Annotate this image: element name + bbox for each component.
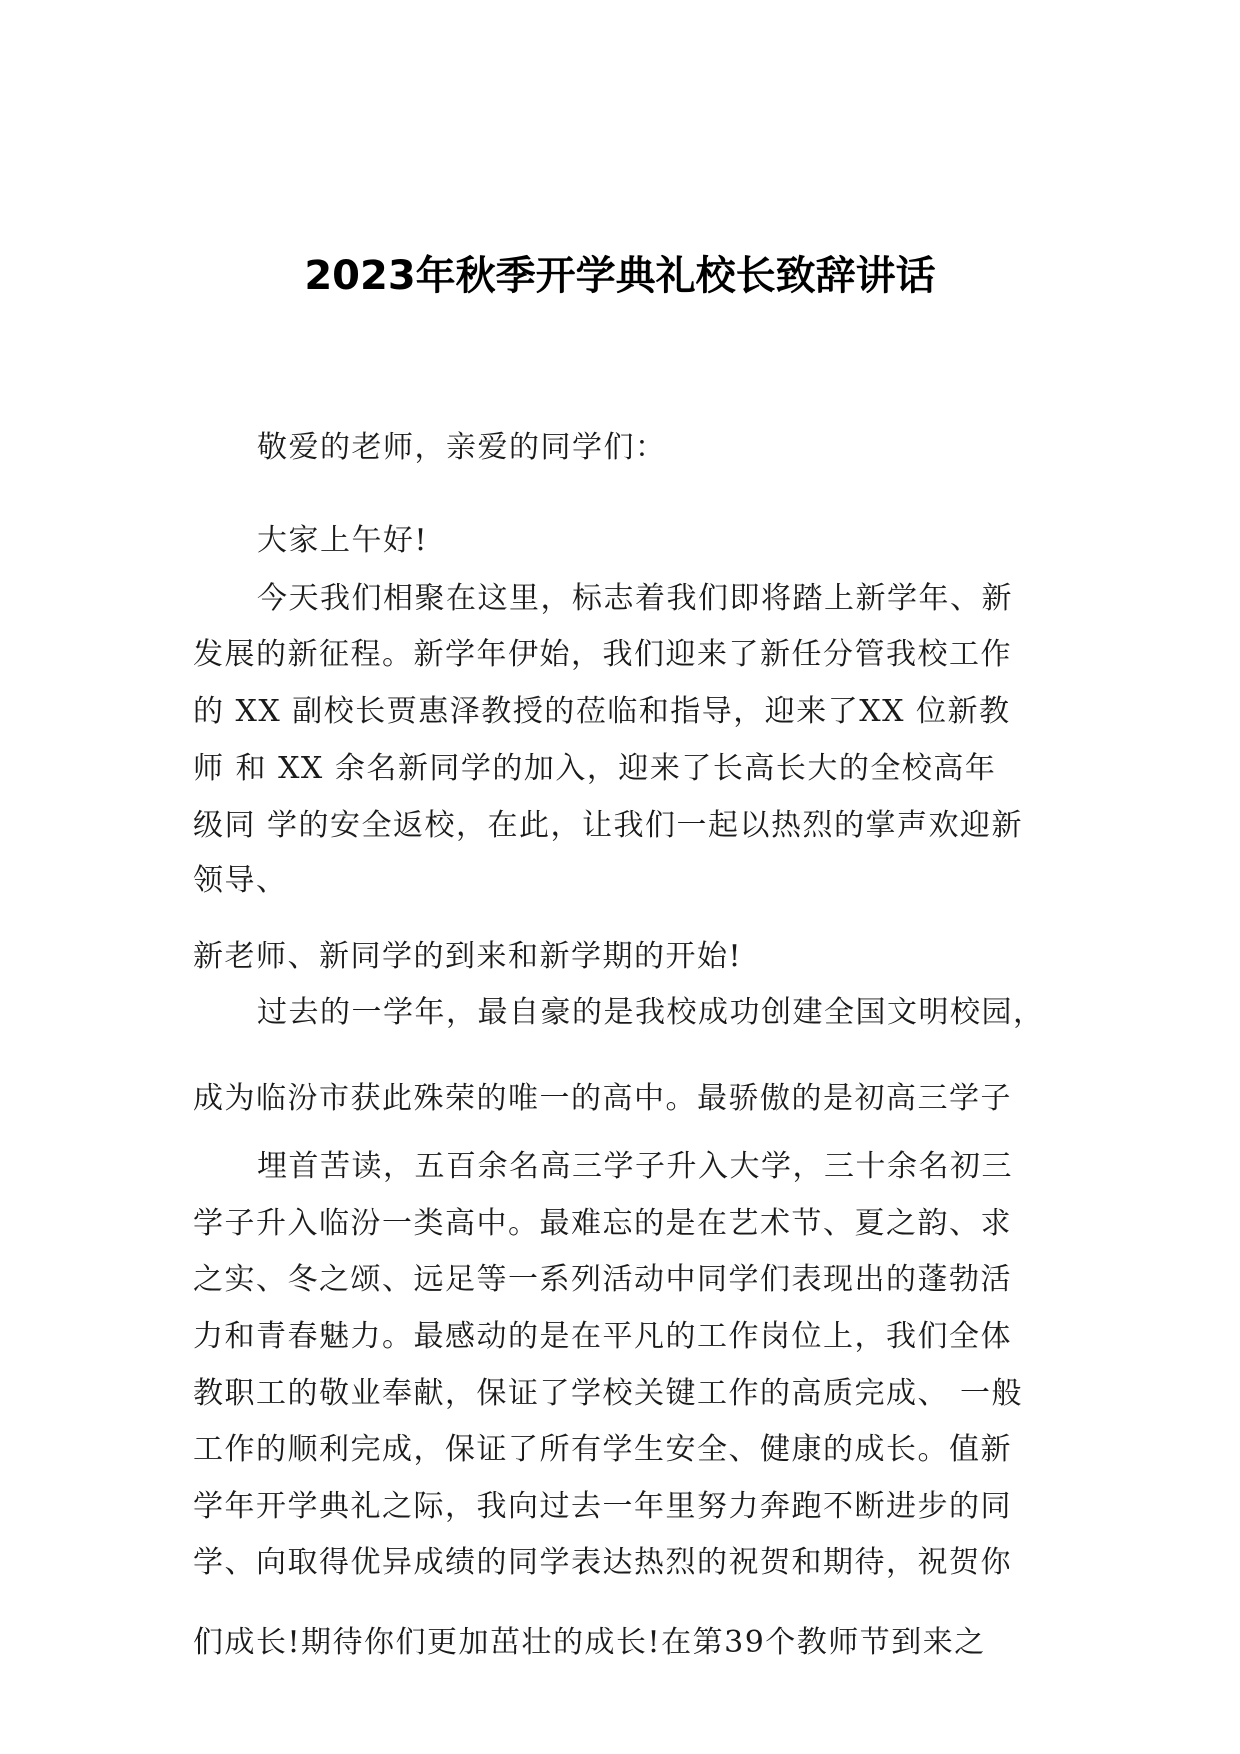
paragraph-3-line-7: 学年开学典礼之际，我向过去一年里努力奔跑不断进步的同	[193, 1489, 1012, 1524]
paragraph-2-line-1: 过去的一学年，最自豪的是我校成功创建全国文明校园，	[257, 995, 1045, 1030]
document-title: 2023年秋季开学典礼校长致辞讲话	[304, 253, 936, 299]
paragraph-3-line-3: 之实、冬之颂、远足等一系列活动中同学们表现出的蓬勃活	[193, 1262, 1012, 1297]
greeting-line: 大家上午好!	[257, 523, 429, 558]
paragraph-1-line-3: 的 XX 副校长贾惠泽教授的莅临和指导，迎来了XX 位新教	[193, 694, 1011, 729]
paragraph-1-line-5: 级同 学的安全返校，在此，让我们一起以热烈的掌声欢迎新	[193, 808, 1024, 843]
paragraph-1-line-2: 发展的新征程。新学年伊始，我们迎来了新任分管我校工作	[193, 637, 1012, 672]
paragraph-3-line-8: 学、向取得优异成绩的同学表达热烈的祝贺和期待，祝贺你	[193, 1545, 1012, 1580]
paragraph-1-line-6: 领导、	[193, 863, 288, 898]
paragraph-1-line-7: 新老师、新同学的到来和新学期的开始!	[193, 939, 743, 974]
paragraph-3-line-1: 埋首苦读，五百余名高三学子升入大学，三十余名初三	[257, 1149, 1013, 1184]
paragraph-3-line-6: 工作的顺利完成，保证了所有学生安全、健康的成长。值新	[193, 1432, 1012, 1467]
paragraph-2-line-2: 成为临汾市获此殊荣的唯一的高中。最骄傲的是初高三学子	[193, 1081, 1012, 1116]
paragraph-1-line-4: 师 和 XX 余名新同学的加入，迎来了长高长大的全校高年	[193, 751, 997, 786]
paragraph-3-line-9: 们成长!期待你们更加茁壮的成长!在第39个教师节到来之	[193, 1625, 986, 1660]
paragraph-3-line-4: 力和青春魅力。最感动的是在平凡的工作岗位上，我们全体	[193, 1319, 1012, 1354]
paragraph-3-line-2: 学子升入临汾一类高中。最难忘的是在艺术节、夏之韵、求	[193, 1206, 1012, 1241]
salutation-line: 敬爱的老师，亲爱的同学们：	[257, 430, 667, 465]
paragraph-1-line-1: 今天我们相聚在这里，标志着我们即将踏上新学年、新	[257, 581, 1013, 616]
paragraph-3-line-5: 教职工的敬业奉献，保证了学校关键工作的高质完成、 一般	[193, 1376, 1024, 1411]
